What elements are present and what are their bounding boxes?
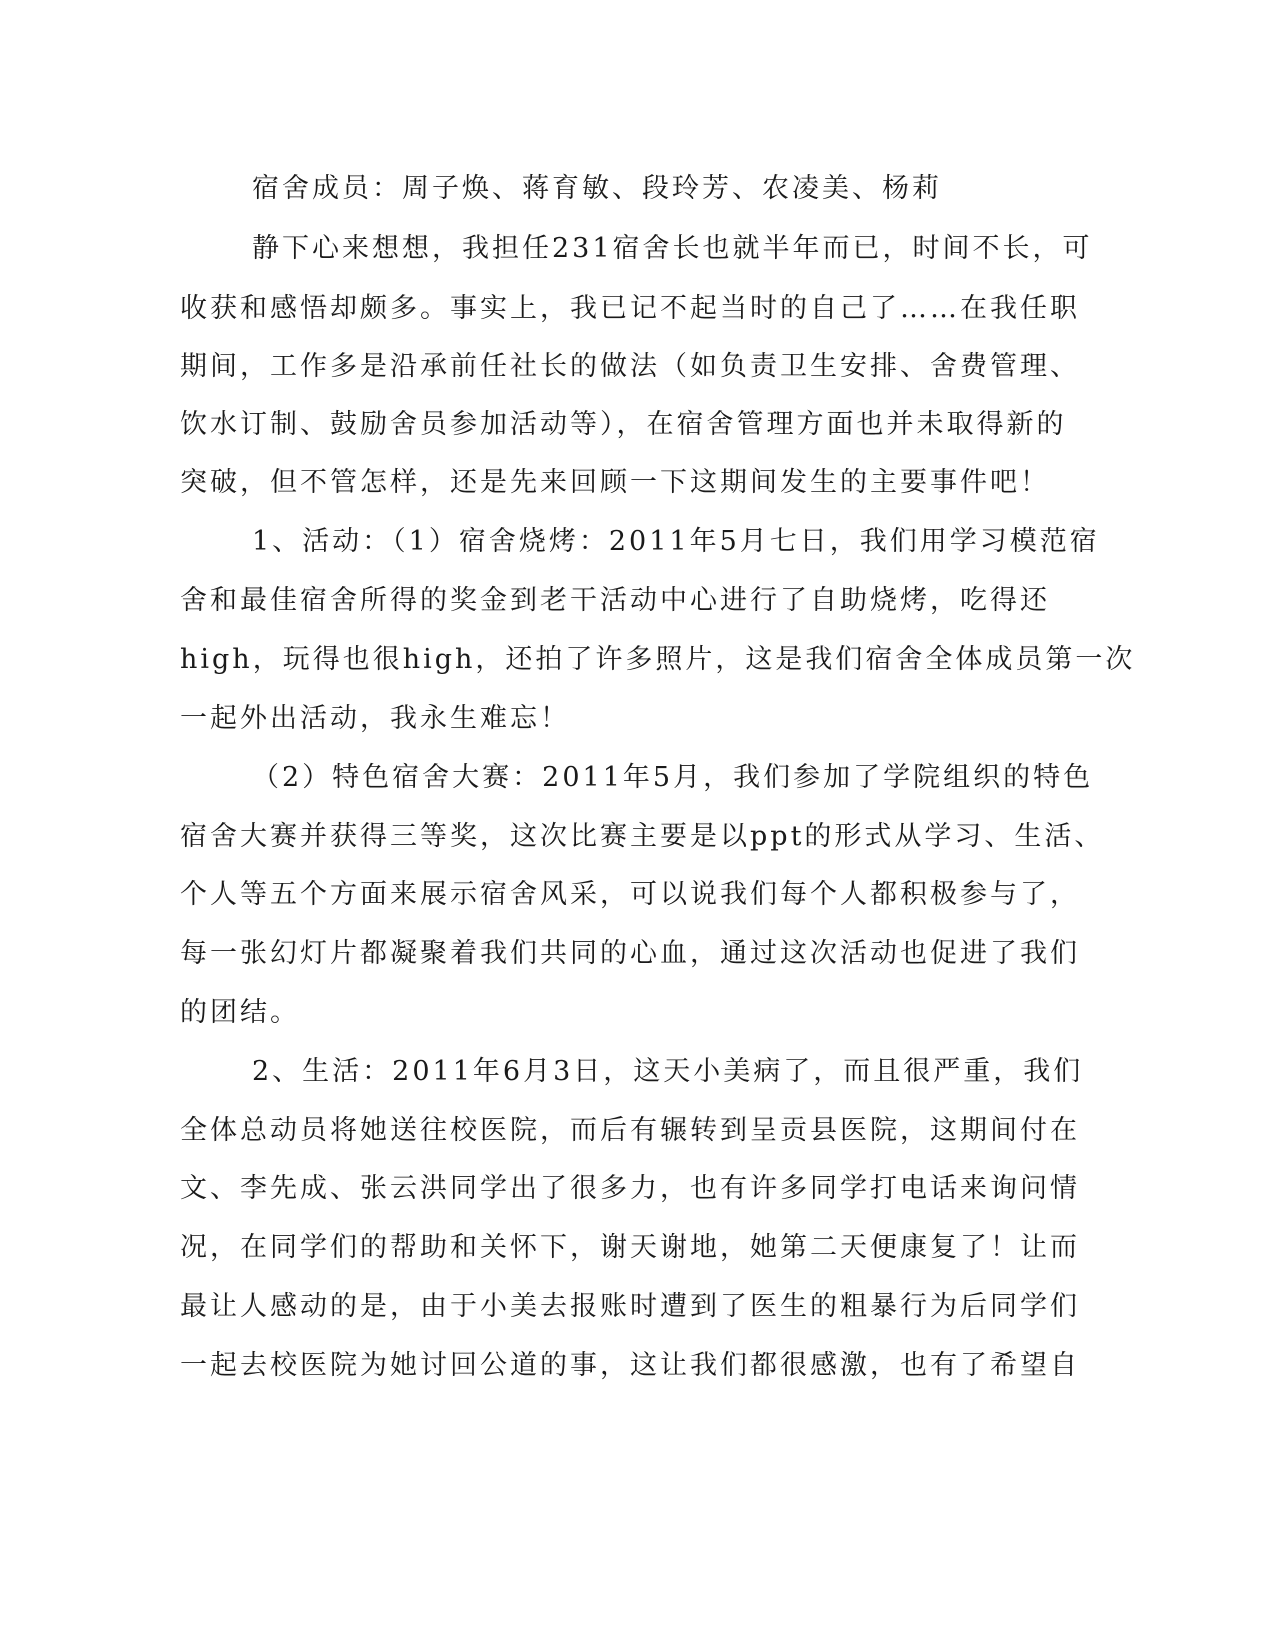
text-line: 最让人感动的是，由于小美去报账时遭到了医生的粗暴行为后同学们 <box>180 1291 1080 1322</box>
text-line: 每一张幻灯片都凝聚着我们共同的心血，通过这次活动也促进了我们 <box>180 938 1080 969</box>
text-line: 饮水订制、鼓励舍员参加活动等），在宿舍管理方面也并未取得新的 <box>180 409 1067 440</box>
text-line: 宿舍成员：周子焕、蒋育敏、段玲芳、农凌美、杨莉 <box>252 173 942 204</box>
text-line: 宿舍大赛并获得三等奖，这次比赛主要是以ppt的形式从学习、生活、 <box>180 821 1105 852</box>
text-line: 突破，但不管怎样，还是先来回顾一下这期间发生的主要事件吧！ <box>180 467 1050 498</box>
text-line: 的团结。 <box>180 997 300 1028</box>
text-line: 1、活动：（1）宿舍烧烤：2011年5月七日，我们用学习模范宿 <box>252 526 1100 557</box>
text-line: 全体总动员将她送往校医院，而后有辗转到呈贡县医院，这期间付在 <box>180 1115 1080 1146</box>
text-line: 静下心来想想，我担任231宿舍长也就半年而已，时间不长，可 <box>252 233 1093 264</box>
text-line: 期间，工作多是沿承前任社长的做法（如负责卫生安排、舍费管理、 <box>180 351 1080 382</box>
text-line: 收获和感悟却颇多。事实上，我已记不起当时的自己了……在我任职 <box>180 293 1080 324</box>
text-line: 一起去校医院为她讨回公道的事，这让我们都很感激，也有了希望自 <box>180 1350 1080 1381</box>
text-line: 文、李先成、张云洪同学出了很多力，也有许多同学打电话来询问情 <box>180 1173 1080 1204</box>
text-line: high，玩得也很high，还拍了许多照片，这是我们宿舍全体成员第一次 <box>180 644 1136 675</box>
text-line: 2、生活：2011年6月3日，这天小美病了，而且很严重，我们 <box>252 1056 1084 1087</box>
text-line: 一起外出活动，我永生难忘！ <box>180 703 570 734</box>
text-line: 个人等五个方面来展示宿舍风采，可以说我们每个人都积极参与了， <box>180 879 1080 910</box>
text-line: 况，在同学们的帮助和关怀下，谢天谢地，她第二天便康复了！让而 <box>180 1232 1080 1263</box>
text-line: （2）特色宿舍大赛：2011年5月，我们参加了学院组织的特色 <box>252 762 1094 793</box>
text-line: 舍和最佳宿舍所得的奖金到老干活动中心进行了自助烧烤，吃得还 <box>180 585 1050 616</box>
